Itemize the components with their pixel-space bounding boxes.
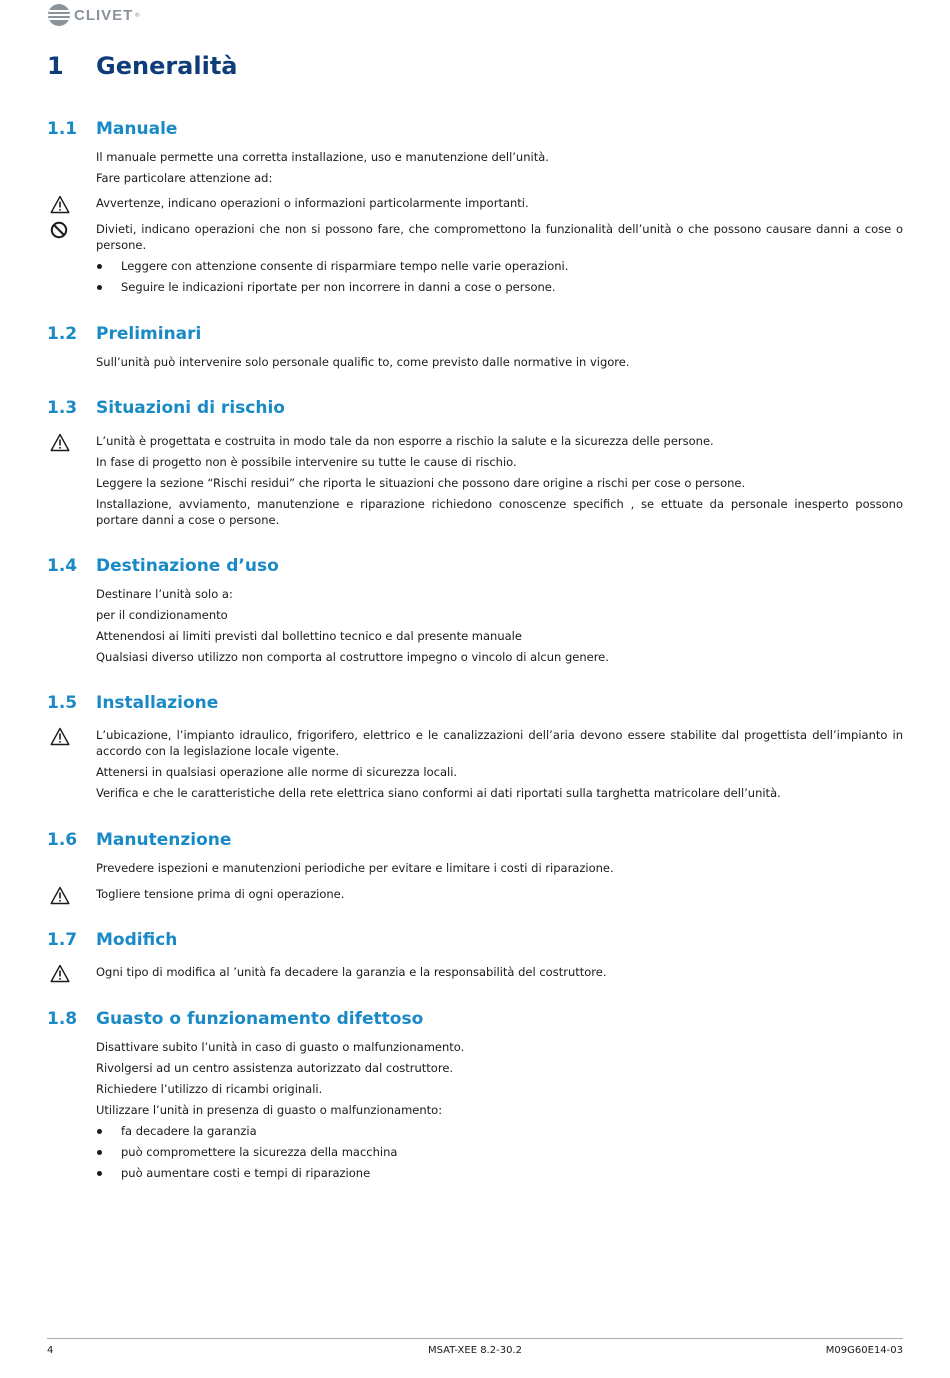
warning-icon: [50, 195, 70, 218]
warning-paragraph: [96, 727, 903, 759]
list-item: [121, 1144, 903, 1160]
section-number: 1.3: [47, 398, 78, 418]
list-item: [121, 1165, 903, 1181]
warning-text: Togliere tensione prima di ogni operazione.: [96, 887, 345, 901]
warning-paragraph: [96, 195, 903, 211]
section-title: Destinazione d’uso: [96, 556, 279, 576]
footer-divider: [47, 1338, 903, 1339]
paragraph: Utilizzare l’unità in presenza di guasto o malfunzionamento:: [96, 1103, 443, 1117]
section-number: 1.4: [47, 556, 78, 576]
warning-text: Ogni tipo di modifica al ’unità fa decadere la garanzia e la responsabilità del costruttore.: [96, 965, 607, 979]
bullet-icon: [97, 285, 102, 290]
list-item: [121, 258, 903, 274]
list-item-text: Leggere con attenzione consente di risparmiare tempo nelle varie operazioni.: [121, 259, 569, 273]
bullet-icon: [97, 264, 102, 269]
paragraph: Richiedere l’utilizzo di ricambi originali.: [96, 1082, 323, 1096]
warning-text: L’unità è progettata e costruita in modo tale da non esporre a rischio la salute e la sicurezza delle persone.: [96, 434, 714, 448]
section-title: Guasto o funzionamento difettoso: [96, 1009, 424, 1029]
section-modifiche: [47, 929, 903, 980]
section-title: Modifich: [96, 930, 178, 950]
section-number: 1.7: [47, 930, 78, 950]
paragraph: Attenersi in qualsiasi operazione alle norme di sicurezza locali.: [96, 765, 458, 779]
prohibition-icon: [50, 221, 68, 243]
list-item-text: può compromettere la sicurezza della macchina: [121, 1145, 398, 1159]
section-title: Manuale: [96, 119, 178, 139]
paragraph: Rivolgersi ad un centro assistenza autorizzato dal costruttore.: [96, 1061, 454, 1075]
section-heading: [47, 397, 903, 419]
section-heading: [47, 829, 903, 851]
brand-name: CLIVET: [74, 6, 134, 24]
warning-paragraph: [96, 886, 903, 902]
section-preliminari: [47, 323, 903, 370]
bullet-icon: [97, 1129, 102, 1134]
paragraph: Verifica e che le caratteristiche della rete elettrica siano conformi ai dati riportati sulla targhetta matricolare dell’unità.: [96, 786, 781, 800]
section-manutenzione: [47, 829, 903, 902]
brand-registered-mark: ®: [134, 11, 141, 19]
warning-text: L’ubicazione, l’impianto idraulico, frigorifero, elettrico e le canalizzazioni dell’aria devono essere stabilite dal progettista dell’impianto in accordo con la legislazione locale vigente.: [96, 728, 903, 758]
chapter-heading: [47, 52, 238, 80]
chapter-title: Generalità: [96, 52, 238, 80]
paragraph: Disattivare subito l’unità in caso di guasto o malfunzionamento.: [96, 1040, 465, 1054]
list-item-text: Seguire le indicazioni riportate per non incorrere in danni a cose o persone.: [121, 280, 556, 294]
section-situazioni-di-rischio: [47, 397, 903, 528]
prohibition-text: Divieti, indicano operazioni che non si possono fare, che compromettono la funzionalità dell’unità o che possono causare danni a cose o persone.: [96, 222, 903, 252]
section-number: 1.8: [47, 1009, 78, 1029]
section-manuale: [47, 118, 903, 295]
list-item: [121, 1123, 903, 1139]
paragraph: Destinare l’unità solo a:: [96, 587, 233, 601]
list-item-text: fa decadere la garanzia: [121, 1124, 257, 1138]
warning-icon: [50, 433, 70, 456]
section-heading: [47, 1008, 903, 1030]
section-heading: [47, 692, 903, 714]
logo-icon: [47, 3, 71, 27]
section-heading: [47, 555, 903, 577]
warning-paragraph: [96, 433, 903, 449]
model-name: MSAT-XEE 8.2-30.2: [428, 1345, 522, 1356]
paragraph: In fase di progetto non è possibile intervenire su tutte le cause di rischio.: [96, 455, 517, 469]
section-title: Manutenzione: [96, 830, 232, 850]
section-heading: [47, 929, 903, 951]
paragraph: Sull’unità può intervenire solo personale qualific to, come previsto dalle normative in vigore.: [96, 355, 630, 369]
warning-icon: [50, 727, 70, 750]
bullet-icon: [97, 1171, 102, 1176]
document-code: M09G60E14-03: [825, 1345, 903, 1356]
chapter-number: 1: [47, 52, 64, 80]
paragraph: Il manuale permette una corretta installazione, uso e manutenzione dell’unità.: [96, 150, 549, 164]
paragraph: per il condizionamento: [96, 608, 228, 622]
section-heading: [47, 323, 903, 345]
list-item-text: può aumentare costi e tempi di riparazione: [121, 1166, 371, 1180]
warning-icon: [50, 964, 70, 987]
paragraph: Installazione, avviamento, manutenzione e riparazione richiedono conoscenze specifich , se ettuate da personale inesperto possono portare danni a cose o persone.: [96, 497, 903, 527]
paragraph: Attenendosi ai limiti previsti dal bollettino tecnico e dal presente manuale: [96, 629, 522, 643]
bullet-icon: [97, 1150, 102, 1155]
section-destinazione-uso: [47, 555, 903, 665]
paragraph: Qualsiasi diverso utilizzo non comporta al costruttore impegno o vincolo di alcun genere.: [96, 650, 609, 664]
list-item: [121, 279, 903, 295]
warning-paragraph: [96, 964, 903, 980]
warning-icon: [50, 886, 70, 909]
section-heading: [47, 118, 903, 140]
section-guasto: [47, 1008, 903, 1181]
paragraph: Fare particolare attenzione ad:: [96, 171, 273, 185]
prohibition-paragraph: [96, 221, 903, 253]
section-number: 1.6: [47, 830, 78, 850]
section-number: 1.5: [47, 693, 78, 713]
section-title: Preliminari: [96, 324, 202, 344]
section-title: Situazioni di rischio: [96, 398, 285, 418]
section-title: Installazione: [96, 693, 219, 713]
page-number: 4: [47, 1345, 54, 1356]
section-number: 1.2: [47, 324, 78, 344]
warning-text: Avvertenze, indicano operazioni o informazioni particolarmente importanti.: [96, 196, 529, 210]
paragraph: Leggere la sezione “Rischi residui” che riporta le situazioni che possono dare origine a rischi per cose o persone.: [96, 476, 746, 490]
section-installazione: [47, 692, 903, 801]
paragraph: Prevedere ispezioni e manutenzioni periodiche per evitare e limitare i costi di riparazione.: [96, 861, 614, 875]
brand-logo: [47, 3, 140, 27]
section-number: 1.1: [47, 119, 78, 139]
